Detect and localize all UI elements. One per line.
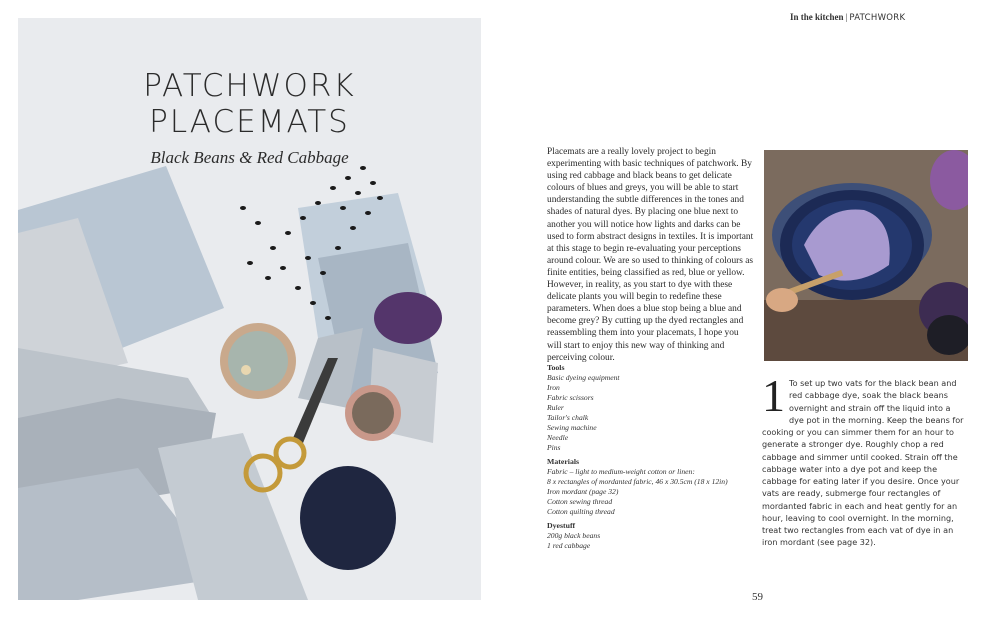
list-item: Iron mordant (page 32) [547, 487, 619, 496]
list-item: Cotton sewing thread [547, 497, 613, 506]
list-item: Cotton quilting thread [547, 507, 615, 516]
running-head [790, 12, 905, 23]
cabbage-leaf [300, 466, 396, 570]
step-text: To set up two vats for the black bean and red cabbage dye, soak the black beans overnight and strain off the liquid into a dye pot in the morning. Keep the beans for cooking or you can simmer them for an hour to generate a stronger dye. Roughly chop a red cabbage and simmer until cooked. Strain off the cabbage water into a dye pot and keep the cabbage for eating later if you desire. Once your vats are ready, submerge four rectangles of mordanted fabric in each and heat gently for an hour, leaving to cool overnight. In the morning, treat two rectangles from each vat of dye in an iron mordant (see page 32). [762, 378, 964, 548]
list-item: Pins [547, 443, 561, 452]
step-number: 1 [762, 370, 785, 421]
dish-interior [228, 331, 288, 391]
chapter-name: In the kitchen [790, 12, 844, 22]
step-1 [762, 370, 967, 549]
page-subtitle: Black Beans & Red Cabbage [150, 148, 349, 167]
page-title-line2: PLACEMATS [149, 104, 350, 140]
page-title-line1: PATCHWORK [143, 68, 356, 104]
list-item: Tailor's chalk [547, 413, 589, 422]
list-item: 200g black beans [547, 531, 601, 540]
intro-paragraph: Placemats are a really lovely project to begin experimenting with basic techniques of patchwork. By using red cabbage and black beans to get delicate colours of blues and greys, you will be able to start understanding the subtle differences in the tones and shades of natural dyes. By placing one blue next to another you will notice how lights and darks can be used to form abstract designs in textiles. It is important at this stage to begin re-evaluating your perceptions around colour. We are so used to thinking of colours as finite entities, being classified as red, blue or yellow. However, in reality, as you start to dye with these delicate plants you will begin to redefine these parameters. When does a blue stop being a blue and become grey? By cutting up the dyed rectangles and reassembling them into your placemats, I hope you will start to enjoy this new way of thinking and perceiving colour. [547, 147, 754, 363]
dyestuff-heading: Dyestuff [547, 521, 576, 530]
section-name: PATCHWORK [849, 13, 906, 23]
dye-pot-photo [764, 150, 968, 361]
list-item: Iron [547, 383, 560, 392]
placemats-photo [18, 18, 481, 600]
dye-pot-illustration [764, 150, 968, 361]
dyestuff-list [547, 521, 747, 551]
tools-list [547, 363, 747, 453]
chalk-piece [241, 365, 251, 375]
pins [352, 392, 394, 434]
list-item: Fabric – light to medium-weight cotton or linen: [547, 467, 695, 476]
list-item: Needle [547, 433, 569, 442]
list-item: Fabric scissors [547, 393, 594, 402]
scissor-handle [276, 439, 304, 467]
cabbage-leaf [374, 292, 442, 344]
list-item: 8 x rectangles of mordanted fabric, 46 x 30.5cm (18 x 12in) [547, 477, 728, 486]
list-item: Ruler [547, 403, 564, 412]
list-item: Sewing machine [547, 423, 597, 432]
head-separator: | [845, 12, 848, 22]
tools-heading: Tools [547, 363, 565, 372]
materials-heading: Materials [547, 457, 580, 466]
list-item: 1 red cabbage [547, 541, 591, 550]
list-item: Basic dyeing equipment [547, 373, 620, 382]
page-number: 59 [752, 591, 763, 603]
materials-list [547, 457, 747, 517]
